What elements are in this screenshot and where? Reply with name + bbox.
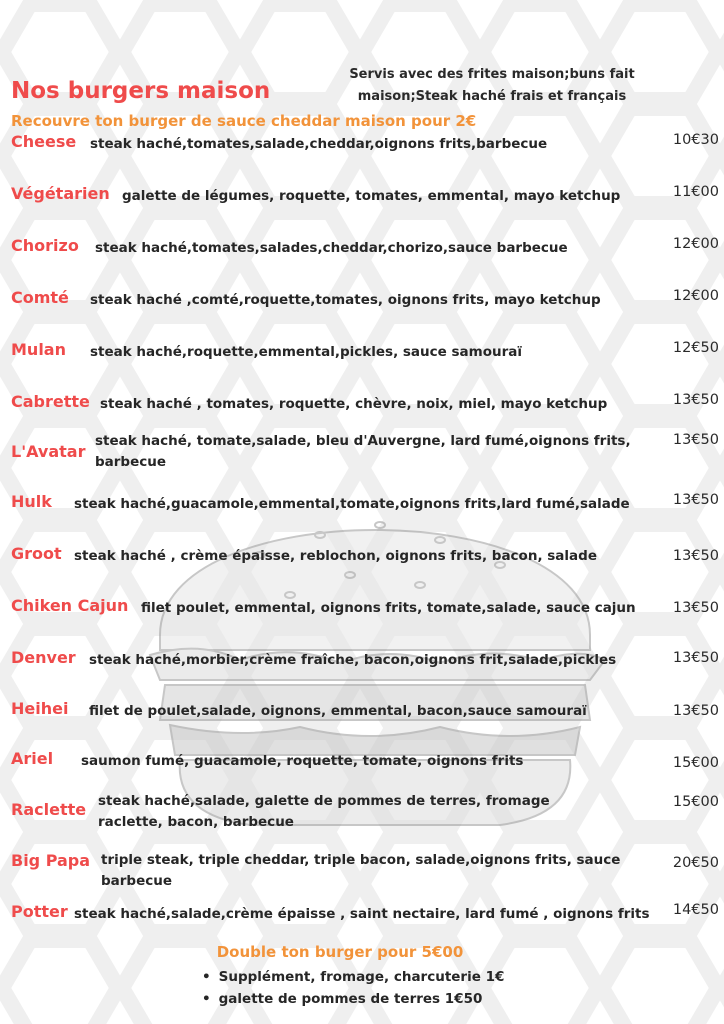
double-burger-offer: Double ton burger pour 5€00: [216, 943, 464, 961]
burger-name: Mulan: [11, 340, 66, 359]
burger-name: Potter: [11, 902, 68, 921]
menu-item: [0, 492, 724, 540]
burger-description: steak haché,tomates,salades,cheddar,chorizo,sauce barbecue: [95, 240, 568, 256]
burger-price: 12€00: [672, 288, 719, 304]
menu-item: [0, 793, 724, 848]
burger-description: steak haché,salade,crème épaisse , saint nectaire, lard fumé , oignons frits: [74, 906, 650, 922]
cheddar-promo: Recouvre ton burger de sauce cheddar maison pour 2€: [11, 112, 477, 130]
extra-item: • Supplément, fromage, charcuterie 1€: [202, 966, 504, 988]
menu-item: [0, 851, 724, 899]
burger-name: Comté: [11, 288, 69, 307]
page-title: Nos burgers maison: [11, 78, 271, 104]
menu-item: [0, 184, 724, 232]
burger-description: steak haché , crème épaisse, reblochon, oignons frits, bacon, salade: [74, 548, 597, 564]
burger-name: Groot: [11, 544, 62, 563]
menu-item: [0, 749, 724, 797]
burger-price: 12€00: [672, 236, 719, 252]
burger-description: steak haché , tomates, roquette, chèvre, noix, miel, mayo ketchup: [100, 396, 608, 412]
burger-price: 13€50: [672, 703, 719, 719]
burger-name: Végétarien: [11, 184, 110, 203]
extras-list: [202, 966, 504, 1010]
burger-name: L'Avatar: [11, 442, 86, 461]
burger-description: galette de légumes, roquette, tomates, emmental, mayo ketchup: [122, 188, 621, 204]
menu-item: [0, 236, 724, 284]
served-note-line: maison;Steak haché frais et français: [357, 89, 627, 104]
burger-price: 13€50: [672, 492, 719, 508]
served-note: [330, 64, 654, 108]
menu-item: [0, 432, 724, 490]
burger-price: 15€00: [672, 755, 719, 771]
burger-description: steak haché,morbier,crème fraîche, bacon,oignons frit,salade,pickles: [89, 652, 617, 668]
burger-price: 15€00: [672, 794, 719, 810]
extra-item: • galette de pommes de terres 1€50: [202, 988, 504, 1010]
menu-item: [0, 340, 724, 388]
menu-item: [0, 699, 724, 747]
burger-price: 20€50: [672, 855, 719, 871]
menu-item: [0, 596, 724, 644]
burger-description: saumon fumé, guacamole, roquette, tomate, oignons frits: [81, 753, 524, 769]
burger-description: steak haché,salade, galette de pommes de terres, fromage raclette, bacon, barbecue: [98, 793, 550, 830]
burger-description: steak haché,roquette,emmental,pickles, sauce samouraï: [90, 344, 523, 360]
burger-price: 13€50: [672, 600, 719, 616]
burger-description: steak haché,guacamole,emmental,tomate,oignons frits,lard fumé,salade: [74, 496, 630, 512]
burger-name: Raclette: [11, 800, 87, 819]
burger-name: Hulk: [11, 492, 52, 511]
burger-description: steak haché ,comté,roquette,tomates, oignons frits, mayo ketchup: [90, 292, 601, 308]
menu-item: [0, 648, 724, 696]
burger-description: filet de poulet,salade, oignons, emmental, bacon,sauce samouraï: [89, 703, 587, 719]
burger-price: 13€50: [672, 548, 719, 564]
burger-name: Denver: [11, 648, 76, 667]
burger-price: 11€00: [672, 184, 719, 200]
burger-name: Chiken Cajun: [11, 596, 129, 615]
burger-price: 14€50: [672, 902, 719, 918]
burger-price: 13€50: [672, 392, 719, 408]
burger-name: Cheese: [11, 132, 77, 151]
burger-description: steak haché,tomates,salade,cheddar,oignons frits,barbecue: [90, 136, 548, 152]
burger-price: 13€50: [672, 650, 719, 666]
burger-name: Chorizo: [11, 236, 79, 255]
burger-description: triple steak, triple cheddar, triple bacon, salade,oignons frits, sauce barbecue: [101, 852, 621, 889]
burger-description: steak haché, tomate,salade, bleu d'Auvergne, lard fumé,oignons frits, barbecue: [95, 433, 631, 470]
burger-name: Ariel: [11, 749, 54, 768]
menu-item: [0, 132, 724, 180]
burger-name: Heihei: [11, 699, 69, 718]
burger-price: 13€50: [672, 432, 719, 448]
burger-price: 10€30: [672, 132, 719, 148]
burger-price: 12€50: [672, 340, 719, 356]
burger-name: Cabrette: [11, 392, 90, 411]
menu-item: [0, 288, 724, 336]
burger-description: filet poulet, emmental, oignons frits, tomate,salade, sauce cajun: [141, 600, 636, 616]
menu-item: [0, 544, 724, 592]
burger-name: Big Papa: [11, 851, 91, 870]
served-note-line: Servis avec des frites maison;buns fait: [349, 67, 635, 82]
